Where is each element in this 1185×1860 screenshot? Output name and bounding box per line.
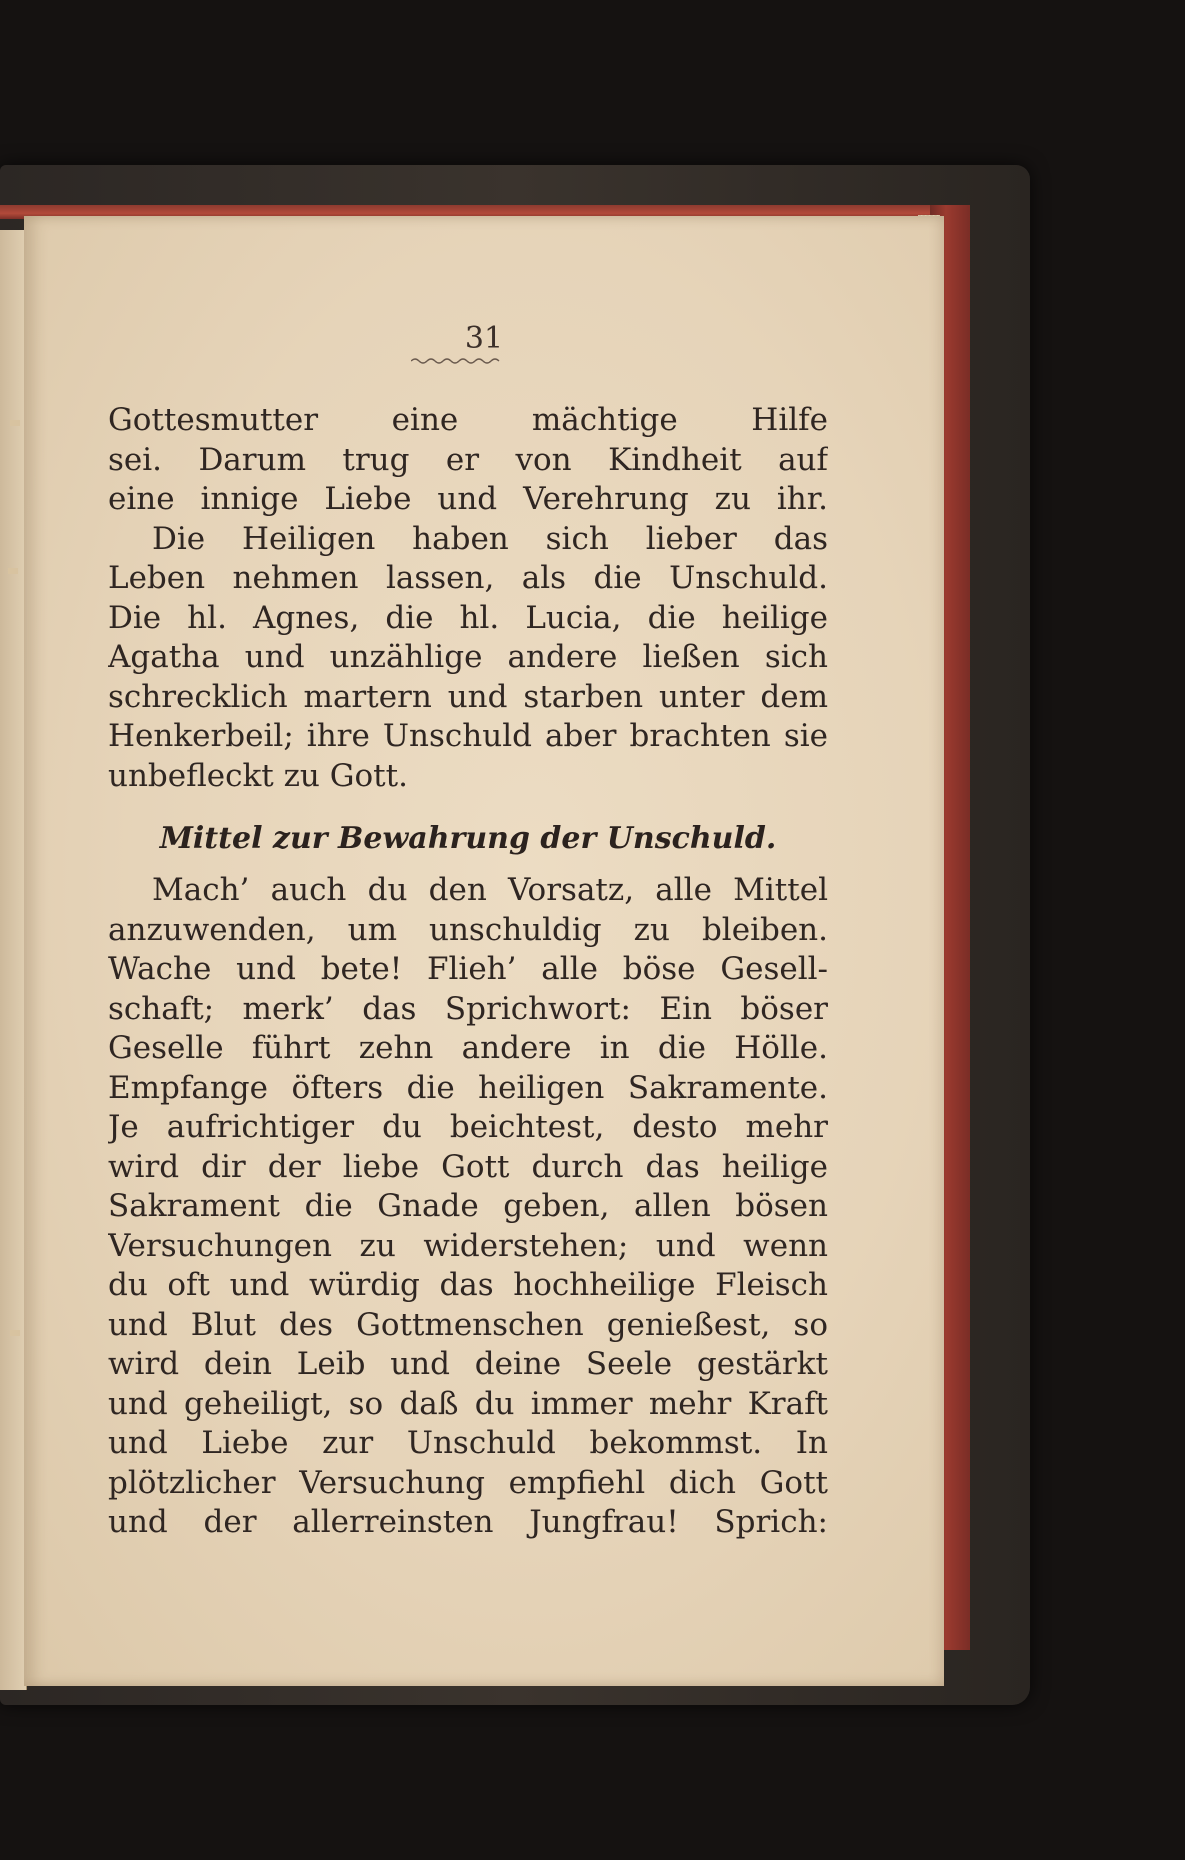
wavy-rule-ornament [411,356,501,366]
text-line: Gottesmutter eine mächtige Hilfe [108,402,828,438]
text-line: und der allerreinsten Jungfrau! Sprich: [108,1504,828,1540]
text-line: Leben nehmen lassen, als die Unschuld. [108,560,828,596]
text-line: und Liebe zur Unschuld bekommst. In [108,1425,828,1461]
text-line: anzuwenden, um unschuldig zu bleiben. [108,911,828,948]
section-heading: Mittel zur Bewahrung der Unschuld. [159,821,777,856]
text-line: du oft und würdig das hochheilige Fleisch [108,1267,828,1303]
text-line: plötzlicher Versuchung empfiehl dich Gott [108,1464,828,1501]
page-number: 31 [464,321,504,356]
text-line: wird dir der liebe Gott durch das heilige [108,1148,828,1185]
text-line: Versuchungen zu widerstehen; und wenn [108,1227,828,1264]
binding-thread-mark [8,568,18,574]
left-page-edge [0,230,27,1690]
text-line: schaft; merk’ das Sprichwort: Ein böser [108,990,828,1027]
binding-thread-mark [10,1330,20,1336]
text-line: schrecklich martern und starben unter dem [108,678,828,715]
text-line: unbefleckt zu Gott. [108,757,408,794]
binding-thread-mark [10,420,20,426]
text-line: Henkerbeil; ihre Unschuld aber brachten sie [108,718,828,754]
text-line: Geselle führt zehn andere in die Hölle. [108,1030,828,1066]
text-line: und geheiligt, so daß du immer mehr Kraft [108,1385,828,1422]
text-line: Agatha und unzählige andere ließen sich [108,639,828,675]
text-line: Die Heiligen haben sich lieber das [152,520,828,557]
paragraph-2 [108,871,828,1543]
text-line: eine innige Liebe und Verehrung zu ihr. [108,481,828,517]
text-line: sei. Darum trug er von Kindheit auf [108,441,828,478]
text-line: Je aufrichtiger du beichtest, desto mehr [108,1109,828,1145]
text-line: wird dein Leib und deine Seele gestärkt [108,1346,828,1382]
text-line: Die hl. Agnes, die hl. Lucia, die heilige [108,599,828,636]
text-line: Mach’ auch du den Vorsatz, alle Mittel [152,872,828,908]
text-line: und Blut des Gottmenschen genießest, so [108,1306,828,1343]
text-line: Sakrament die Gnade geben, allen bösen [108,1188,828,1224]
paragraph-1 [108,401,828,796]
text-line: Wache und bete! Flieh’ alle böse Gesell- [108,951,828,987]
text-line: Empfange öfters die heiligen Sakramente. [108,1069,828,1106]
book-page [24,216,944,1686]
